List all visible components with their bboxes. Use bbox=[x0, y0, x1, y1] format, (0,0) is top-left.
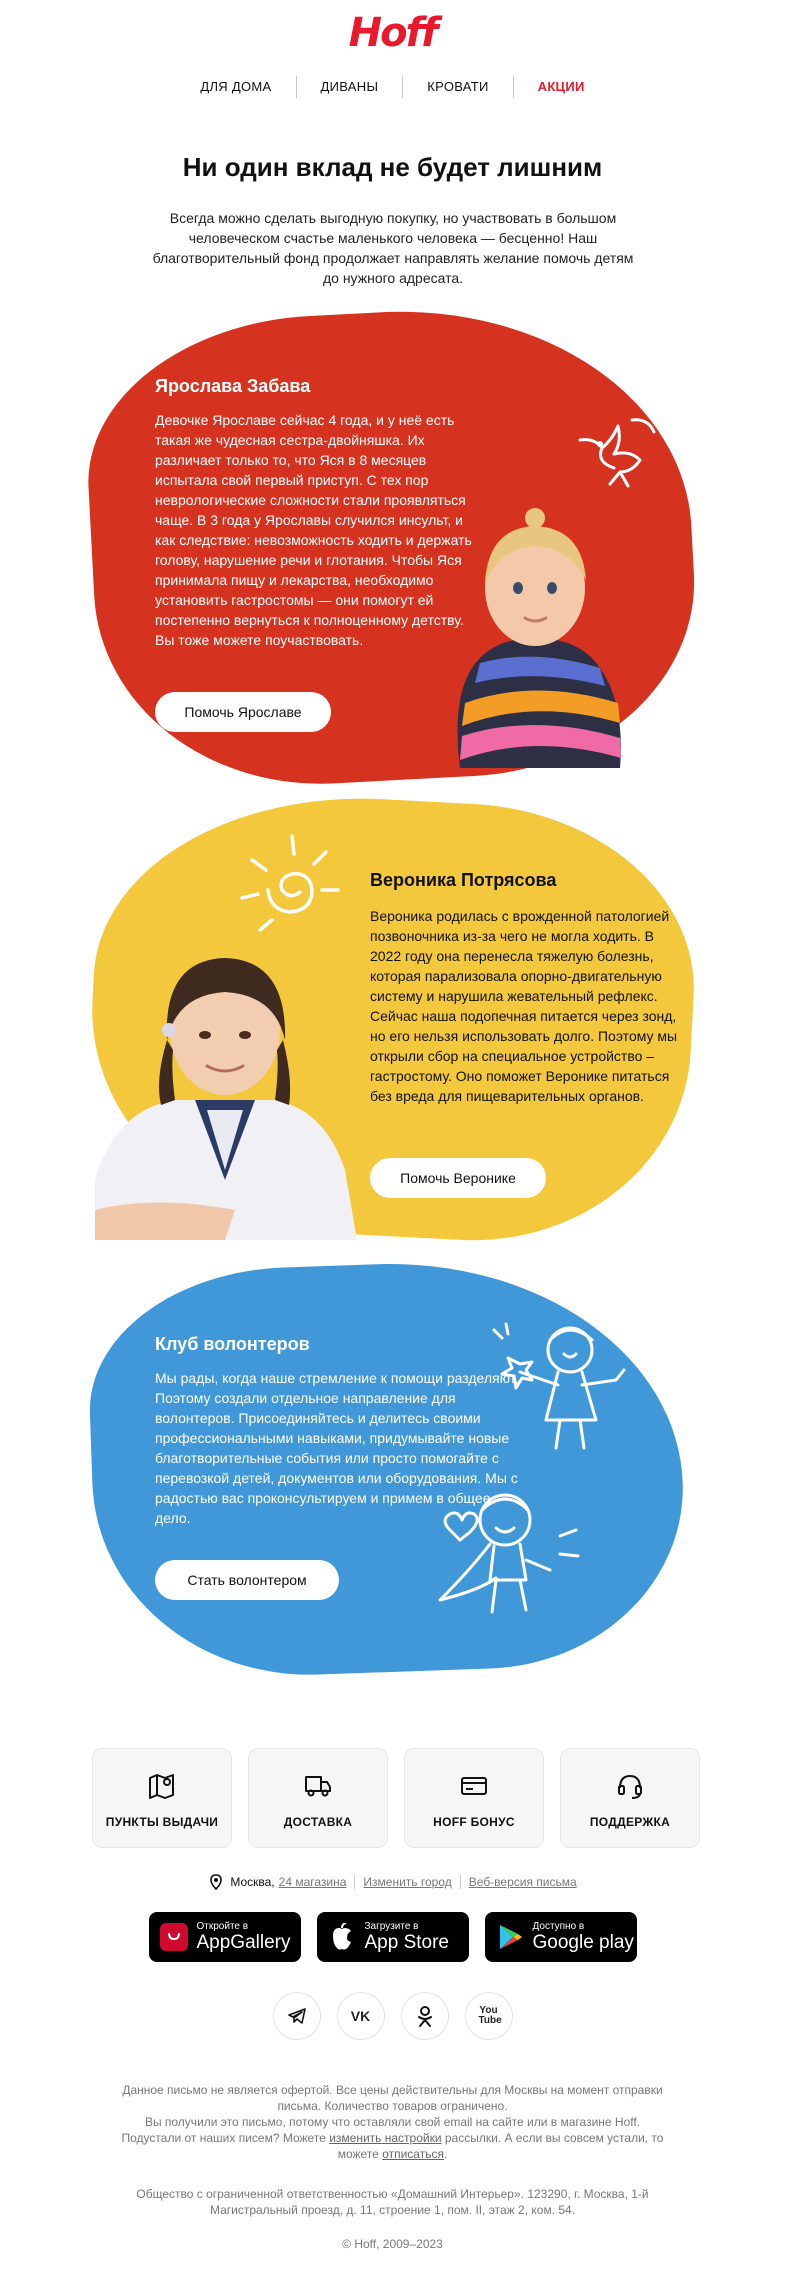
veronika-title: Вероника Потрясова bbox=[370, 870, 557, 890]
become-volunteer-button[interactable]: Стать волонтером bbox=[155, 1560, 339, 1600]
feature-support[interactable] bbox=[560, 1748, 700, 1848]
help-yaroslava-button[interactable]: Помочь Ярославе bbox=[155, 692, 331, 732]
unsubscribe-link[interactable]: отписаться bbox=[382, 2147, 444, 2161]
divider bbox=[460, 1875, 461, 1889]
disclaimer-subscription: Вы получили это письмо, потому что оставляли свой email на сайте или в магазине Hoff. Подустали от наших писем? Можете изменить настройки рассылки. А если вы совсем устали, то можете отписаться. bbox=[121, 2115, 664, 2161]
copyright: © Hoff, 2009–2023 bbox=[342, 2237, 443, 2251]
girl-doodle-icon bbox=[480, 1310, 640, 1460]
youtube-icon: You Tube bbox=[478, 2005, 502, 2026]
appgallery-main: AppGallery bbox=[196, 1932, 291, 1953]
help-veronika-button[interactable]: Помочь Веронике bbox=[370, 1158, 546, 1198]
appgallery-badge[interactable] bbox=[149, 1912, 301, 1962]
odnoklassniki-icon bbox=[415, 2005, 435, 2027]
app-store-badges bbox=[0, 1912, 785, 1962]
sun-doodle-icon bbox=[230, 830, 360, 950]
volunteers-title: Клуб волонтеров bbox=[155, 1334, 310, 1354]
change-city-link[interactable]: Изменить город bbox=[363, 1875, 452, 1889]
nav-item-sofas[interactable]: ДИВАНЫ bbox=[297, 76, 404, 98]
page-title: Ни один вклад не будет лишним bbox=[182, 152, 603, 182]
boy-hero-doodle-icon bbox=[410, 1480, 590, 1640]
googleplay-main: Google play bbox=[532, 1932, 634, 1953]
feature-label: HOFF БОНУС bbox=[433, 1815, 515, 1829]
city-name: Москва, bbox=[230, 1875, 275, 1889]
web-version-link[interactable]: Веб-версия письма bbox=[468, 1875, 577, 1889]
location-bar bbox=[0, 1874, 785, 1890]
veronika-photo bbox=[95, 940, 360, 1240]
social-links bbox=[0, 1992, 785, 2040]
intro-text: Всегда можно сделать выгодную покупку, но участвовать в большом человеческом счастье маленького человека — бесценно! Наш благотворительный фонд продолжает направлять желание помочь детям до нужного адресата. bbox=[152, 210, 634, 286]
huawei-icon bbox=[159, 1922, 189, 1952]
telegram-icon bbox=[287, 2006, 307, 2026]
hoff-logo[interactable]: Hoff bbox=[348, 10, 437, 56]
telegram-link[interactable] bbox=[273, 1992, 321, 2040]
headset-icon bbox=[615, 1771, 645, 1801]
yaroslava-photo bbox=[440, 488, 630, 768]
disclaimer-text bbox=[120, 2082, 665, 2162]
volunteers-text: Мы рады, когда наше стремление к помощи разделяют. Поэтому создали отдельное направление для волонтеров. Присоединяйтесь и делитесь своими профессиональными навыками, придумывайте новые благотворительные события или просто помогайте с перевозкой детей, документов или оборудования. Мы с радостью вас проконсультируем и примем в общее дело. bbox=[155, 1370, 519, 1526]
google-play-icon bbox=[495, 1922, 525, 1952]
feature-label: ПОДДЕРЖКА bbox=[589, 1815, 671, 1829]
vk-link[interactable] bbox=[337, 1992, 385, 2040]
stores-link[interactable]: 24 магазина bbox=[278, 1875, 347, 1889]
disclaimer-offer: Данное письмо не является офертой. Все цены действительны для Москвы на момент отправки письма. Количество товаров ограничено. bbox=[122, 2083, 663, 2113]
veronika-text: Вероника родилась с врожденной патологией позвоночника из-за чего не могла ходить. В 2022 году она перенесла тяжелую болезнь, которая парализовала опорно-двигательную систему и нарушила жевательный рефлекс. Сейчас наша подопечная питается через зонд, но его нельзя использовать долго. Поэтому мы открыли сбор на специальное устройство – гастростому. Оно поможет Веронике питаться без вреда для пищеварительных органов. bbox=[370, 908, 678, 1104]
googleplay-badge[interactable] bbox=[485, 1912, 637, 1962]
nav-item-beds[interactable]: КРОВАТИ bbox=[403, 76, 513, 98]
appstore-badge[interactable] bbox=[317, 1912, 469, 1962]
feature-delivery[interactable] bbox=[248, 1748, 388, 1848]
apple-icon bbox=[327, 1922, 357, 1952]
vk-icon: VK bbox=[350, 2008, 371, 2024]
card-icon bbox=[459, 1771, 489, 1801]
odnoklassniki-link[interactable] bbox=[401, 1992, 449, 2040]
location-pin-icon bbox=[208, 1874, 224, 1890]
nav-item-home[interactable]: ДЛЯ ДОМА bbox=[176, 76, 296, 98]
youtube-link[interactable] bbox=[465, 1992, 513, 2040]
feature-bonus[interactable] bbox=[404, 1748, 544, 1848]
yaroslava-title: Ярослава Забава bbox=[155, 376, 311, 396]
yaroslava-text: Девочке Ярославе сейчас 4 года, и у неё есть такая же чудесная сестра-двойняшка. Их различает только то, что Яся в 8 месяцев испытала свой первый приступ. С тех пор неврологические сложности стали проявляться чаще. В 3 года у Ярославы случился инсульт, и как следствие: невозможность ходить и держать голову, нарушение речи и глотания. Чтобы Яся принимала пищу и лекарства, необходимо установить гастростомы — они помогут ей постепенно вернуться к полноценному детству. Вы тоже можете поучаствовать. bbox=[155, 412, 472, 648]
appstore-main: App Store bbox=[364, 1932, 449, 1953]
appstore-sub: Загрузите в bbox=[364, 1921, 419, 1932]
top-nav bbox=[0, 76, 785, 98]
divider bbox=[354, 1875, 355, 1889]
map-pin-icon bbox=[147, 1771, 177, 1801]
appgallery-sub: Откройте в bbox=[196, 1921, 249, 1932]
feature-label: ДОСТАВКА bbox=[283, 1815, 353, 1829]
feature-pickup-points[interactable] bbox=[92, 1748, 232, 1848]
nav-item-sales[interactable]: АКЦИИ bbox=[537, 79, 585, 94]
feature-label: ПУНКТЫ ВЫДАЧИ bbox=[105, 1815, 219, 1829]
truck-icon bbox=[303, 1771, 333, 1801]
googleplay-sub: Доступно в bbox=[532, 1921, 585, 1932]
company-info: Общество с ограниченной ответственностью «Домашний Интерьер». 123290, г. Москва, 1-й Магистральный проезд, д. 11, строение 1, пом. II, этаж 2, ком. 54. bbox=[136, 2187, 649, 2217]
change-settings-link[interactable]: изменить настройки bbox=[329, 2131, 442, 2145]
